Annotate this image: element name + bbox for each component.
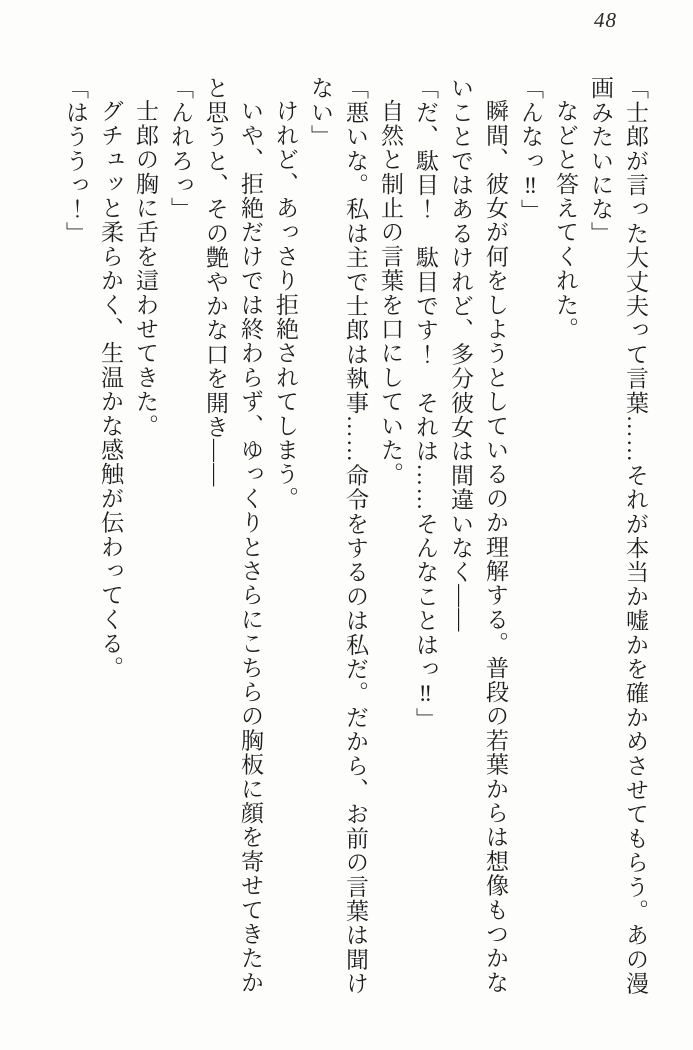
text-line: 「はううっ！」 [63, 76, 88, 246]
text-line: 士郎の胸に舌を這わせてきた。 [133, 99, 158, 438]
text-line: いことではあるけれど、多分彼女は間違いなく―― [448, 76, 473, 633]
text-line: と思うと、その艶やかな口を開き―― [203, 76, 228, 488]
text-line: 画みたいにな」 [588, 76, 613, 246]
text-line: ない」 [308, 76, 333, 149]
text-line: グチュッと柔らかく、生温かな感触が伝わってくる。 [98, 99, 123, 680]
text-line: 瞬間、彼女が何をしようとしているのか理解する。普段の若葉からは想像もつかな [483, 99, 508, 995]
page-number: 48 [594, 8, 617, 32]
text-line: いや、拒絶だけでは終わらず、ゆっくりとさらにこちらの胸板に顔を寄せてきたか [238, 99, 263, 995]
text-line: けれど、あっさり拒絶されてしまう。 [273, 99, 298, 511]
text-line: 「だ、駄目！ 駄目です！ それは……そんなことはっ‼」 [413, 76, 438, 732]
text-line: 自然と制止の言葉を口にしていた。 [378, 99, 403, 487]
text-line: などと答えてくれた。 [553, 99, 578, 341]
text-line: 「士郎が言った大丈夫って言葉……それが本当か嘘かを確かめさせてもらう。あの漫 [623, 76, 648, 996]
text-line: 「んれろっ」 [168, 76, 193, 222]
text-line: 「んなっ‼」 [518, 76, 543, 224]
text-line: 「悪いな。私は主で士郎は執事……命令をするのは私だ。だから、お前の言葉は聞け [343, 76, 368, 996]
page-text [58, 76, 653, 1011]
